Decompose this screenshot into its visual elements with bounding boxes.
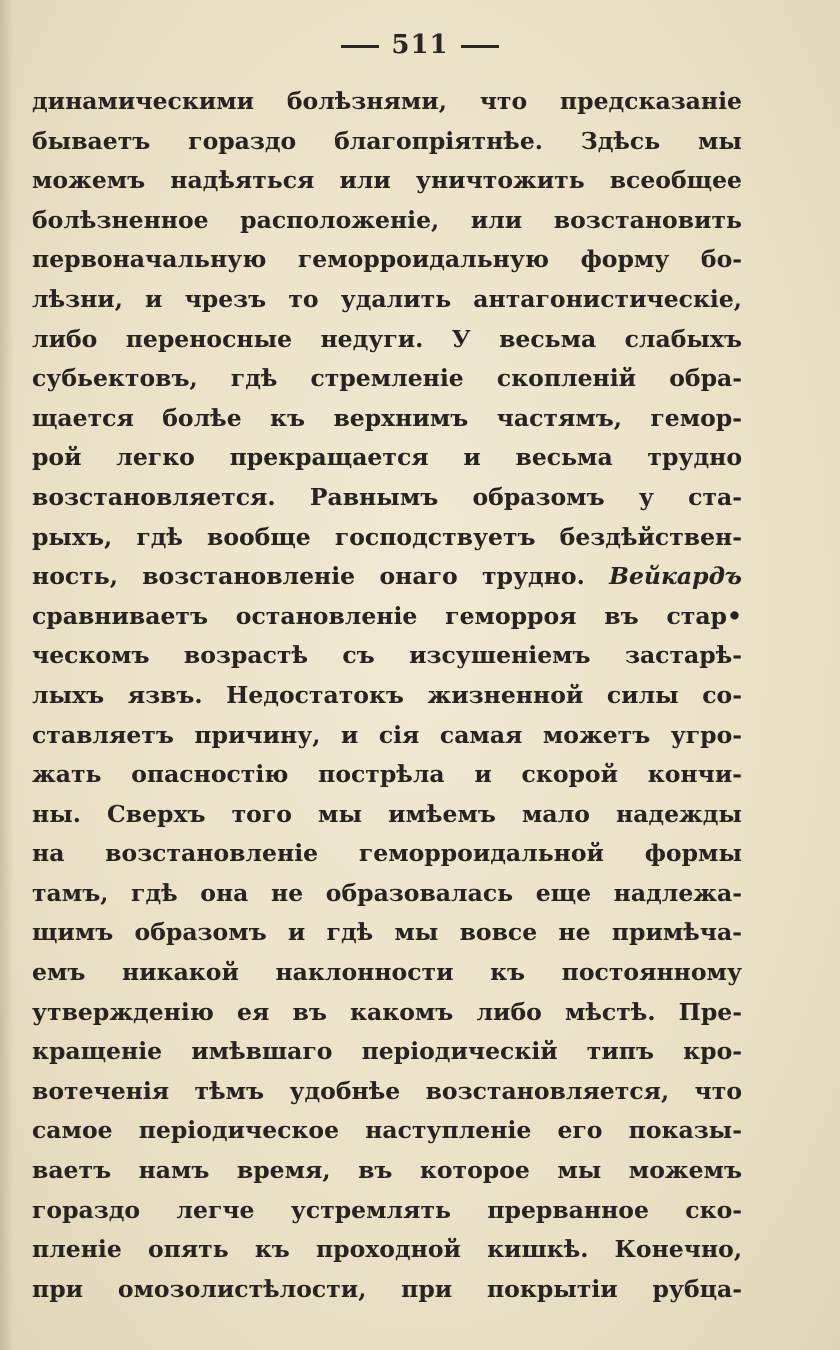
text-line: либо переносные недуги. У весьма слабыхъ	[32, 324, 742, 353]
text-line	[32, 557, 742, 597]
text-line: динамическими болѣзнями, что предсказаніе	[32, 87, 742, 115]
text-line: сравниваетъ остановленіе геморроя въ стар•	[32, 601, 742, 630]
text-line: можемъ надѣяться или уничтожить всеобщее	[32, 166, 742, 195]
text-line: жать опасностію пострѣла и скорой кончи-	[32, 760, 742, 789]
text-line: рыхъ, гдѣ вообще господствуетъ бездѣйствен-	[32, 522, 742, 551]
text-line: ны. Сверхъ того мы имѣемъ мало надежды	[32, 799, 742, 828]
text-line: первоначальную геморроидальную форму бо-	[32, 245, 742, 274]
body-text	[32, 82, 742, 1309]
text-line: кращеніе имѣвшаго періодическій типъ кро-	[32, 1037, 742, 1066]
text-line: щается болѣе къ верхнимъ частямъ, гемор-	[32, 403, 742, 432]
text-line: самое періодическое наступленіе его показы-	[32, 1116, 742, 1145]
page-header	[0, 30, 840, 60]
text-line: емъ никакой наклонности къ постоянному	[32, 958, 742, 987]
text-line: возстановляется. Равнымъ образомъ у ста-	[32, 482, 742, 511]
text-line: пленіе опять къ проходной кишкѣ. Конечно,	[32, 1235, 742, 1264]
text-line: ческомъ возрастѣ съ изсушеніемъ застарѣ-	[32, 641, 742, 670]
text-line: тамъ, гдѣ она не образовалась еще надлежа-	[32, 878, 742, 907]
header-dash-left	[341, 45, 379, 48]
text-line: лыхъ язвъ. Недостатокъ жизненной силы со-	[32, 680, 742, 709]
text-line: болѣзненное расположеніе, или возстановить	[32, 205, 742, 234]
text-line: лѣзни, и чрезъ то удалить антагонистическіе,	[32, 284, 742, 313]
text-line: бываетъ гораздо благопріятнѣе. Здѣсь мы	[32, 126, 742, 155]
page-number: 511	[391, 30, 449, 60]
text-line: утвержденію ея въ какомъ либо мѣстѣ. Пре-	[32, 997, 742, 1026]
text-line: ваетъ намъ время, въ которое мы можемъ	[32, 1156, 742, 1185]
header-dash-right	[461, 45, 499, 48]
text-segment: ность, возстановленіе онаго трудно.	[32, 562, 610, 591]
page-gutter-shadow	[0, 0, 14, 1350]
text-line: щимъ образомъ и гдѣ мы вовсе не примѣча-	[32, 918, 742, 947]
text-line: рой легко прекращается и весьма трудно	[32, 443, 742, 472]
text-line: вотеченія тѣмъ удобнѣе возстановляется, что	[32, 1076, 742, 1105]
text-line: на возстановленіе геморроидальной формы	[32, 839, 742, 868]
italic-name: Вейкардъ	[609, 562, 742, 591]
text-line: гораздо легче устремлять прерванное ско-	[32, 1195, 742, 1224]
text-line: при омозолистѣлости, при покрытіи рубца-	[32, 1274, 742, 1303]
text-line: субьектовъ, гдѣ стремленіе скопленій обра-	[32, 364, 742, 393]
text-line: ставляетъ причину, и сія самая можетъ угро-	[32, 720, 742, 749]
